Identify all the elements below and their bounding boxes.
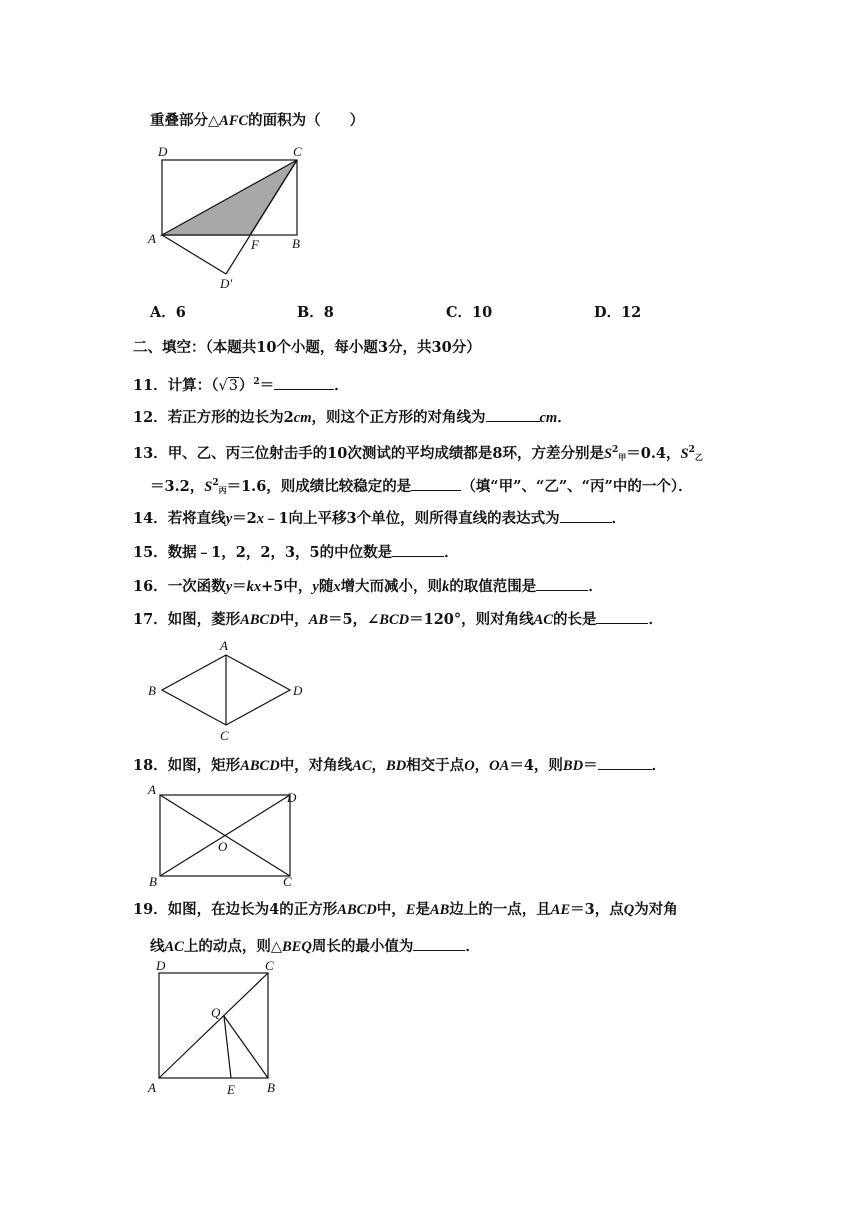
label-D: D <box>287 790 297 805</box>
label-E: E <box>227 1082 235 1097</box>
q13-line2: ＝3.2，$S^2_丙=1.6$，则成绩比较稳定的是 （填“甲”、“乙”、“丙”中的一个）． <box>150 473 693 500</box>
label-B: B <box>292 236 300 251</box>
q10-text: 重叠部分△AFC的面积为（ ） <box>150 112 365 129</box>
label-D: D <box>156 958 166 973</box>
answer-blank <box>536 575 588 591</box>
label-B: B <box>149 874 157 889</box>
answer-blank <box>392 541 444 557</box>
choice-d: D．12 <box>594 304 642 321</box>
q16: 16．一次函数y＝kx+5中，y随x增大而减小，则k的取值范围是 ． <box>133 575 603 597</box>
q19-line2: 线AC上的动点，则△BEQ周长的最小值为 ． <box>150 935 480 957</box>
label-A: A <box>220 638 228 653</box>
q11: 11．计算：$(√3)^2=$ ． <box>133 372 349 396</box>
answer-blank <box>596 608 648 624</box>
section-heading: 二、填空：（本题共10个小题，每小题3分，共30分） <box>133 339 481 356</box>
q19-line1: 19．如图，在边长为4的正方形ABCD中，E是AB边上的一点，且AE＝3，点Q为对角 <box>133 901 678 918</box>
label-Dprime: D′ <box>220 276 233 291</box>
choice-a: A．6 <box>150 304 186 321</box>
q14: 14．若将直线y＝2x﹣1向上平移3个单位，则所得直线的表达式为 ． <box>133 507 626 529</box>
label-D: D <box>158 144 168 159</box>
figure-q18 <box>140 780 320 892</box>
label-A: A <box>148 782 156 797</box>
label-O: O <box>218 839 228 854</box>
choice-c: C．10 <box>446 304 493 321</box>
figure-q19 <box>140 956 300 1100</box>
q13-line1: 13．甲、乙、丙三位射击手的10次测试的平均成绩都是8环，方差分别是$S^2_甲=0.4$，$S^2_乙$ <box>133 445 703 462</box>
answer-blank <box>598 754 652 770</box>
label-A: A <box>148 1080 156 1095</box>
label-C: C <box>293 144 302 159</box>
q12: 12．若正方形的边长为2cm，则这个正方形的对角线为 cm． <box>133 406 572 428</box>
sqrt-symbol: √3 <box>218 378 238 394</box>
answer-blank <box>411 475 461 491</box>
q18: 18．如图，矩形ABCD中，对角线AC，BD相交于点O，OA＝4，则BD＝ ． <box>133 754 666 776</box>
figure-q10 <box>140 138 340 298</box>
label-B: B <box>267 1080 275 1095</box>
label-C: C <box>283 874 292 889</box>
answer-blank <box>560 507 612 523</box>
q15: 15．数据﹣1，2，2，3，5的中位数是 ． <box>133 541 459 563</box>
q17: 17．如图，菱形ABCD中，AB＝5，∠BCD＝120°，则对角线AC的长是 ． <box>133 608 663 630</box>
choice-b: B．8 <box>297 304 334 321</box>
label-Q: Q <box>211 1005 221 1020</box>
answer-blank <box>486 406 540 422</box>
label-F: F <box>251 237 259 252</box>
label-C: C <box>265 958 274 973</box>
answer-blank <box>413 935 465 951</box>
figure-q17 <box>140 636 320 746</box>
label-C: C <box>220 728 229 743</box>
answer-blank <box>274 374 334 390</box>
label-A: A <box>148 231 156 246</box>
label-B: B <box>148 683 156 698</box>
label-D: D <box>293 683 303 698</box>
